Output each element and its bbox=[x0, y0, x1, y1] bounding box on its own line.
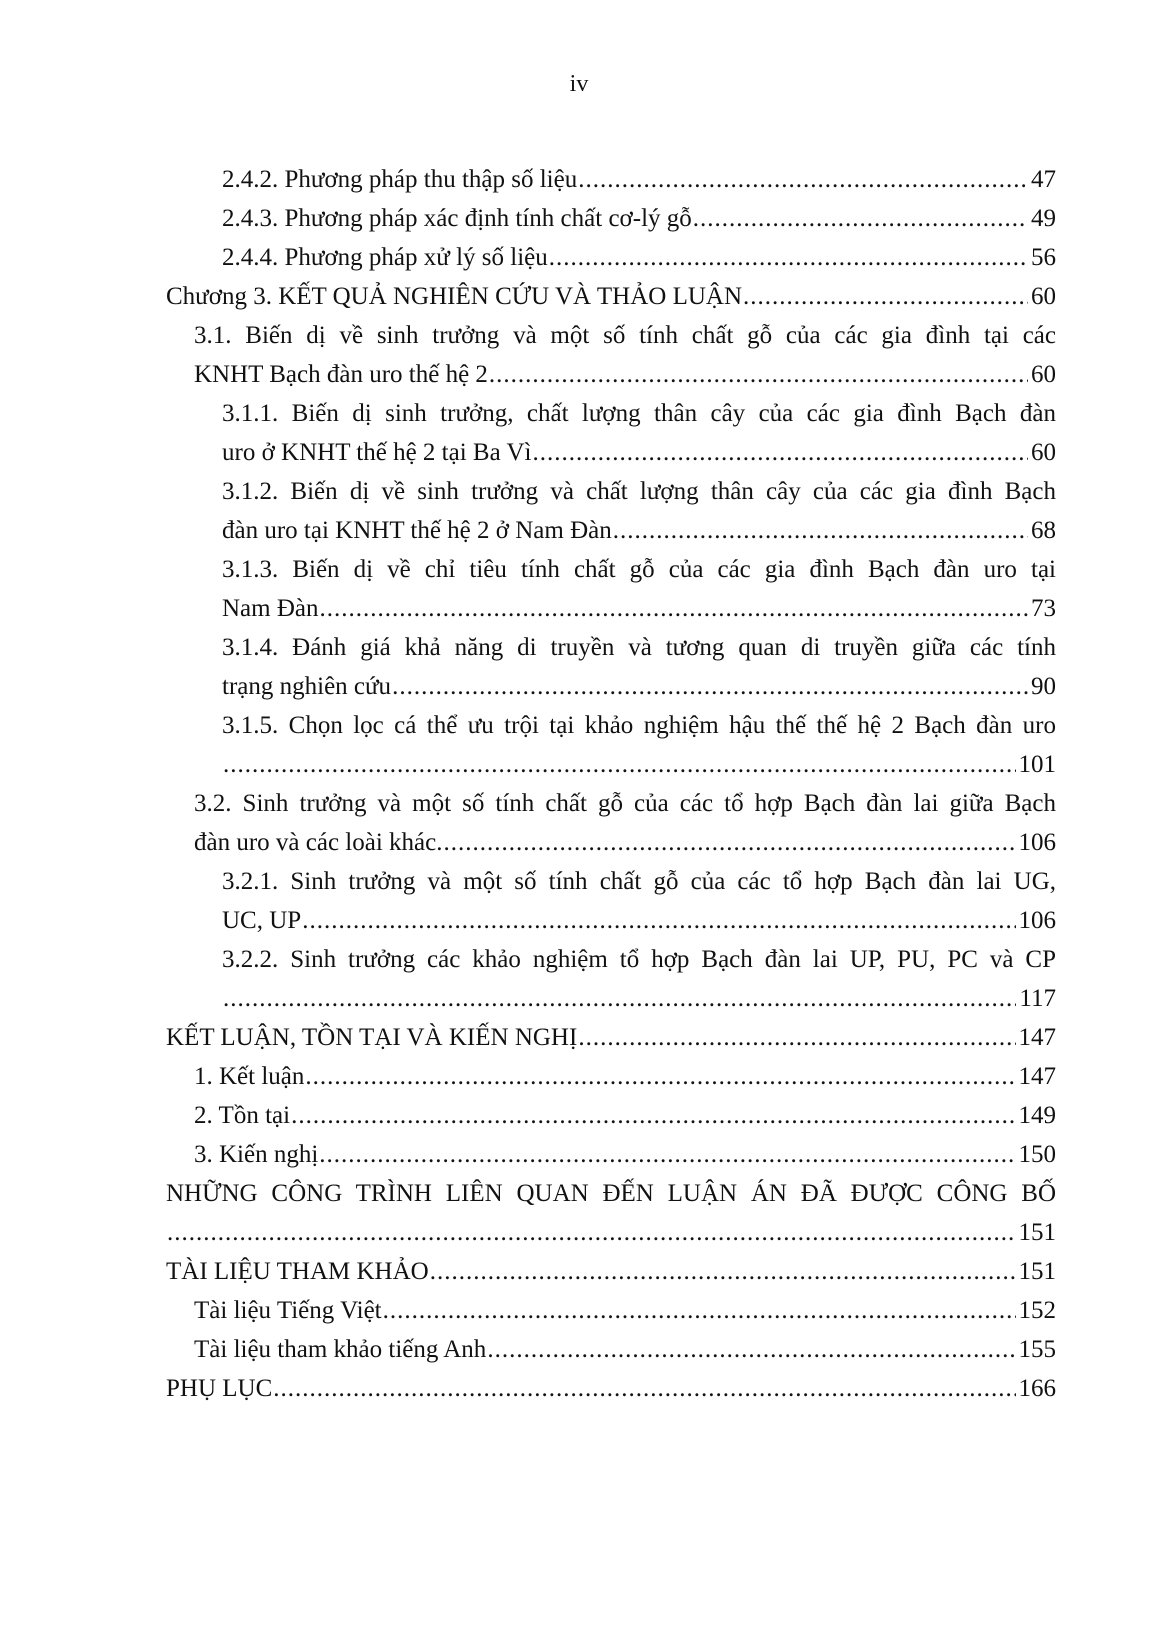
toc-entry-title-line1: 3.1.2. Biến dị về sinh trưởng và chất lượng thân cây của các gia đình Bạch bbox=[222, 478, 1056, 505]
toc-entry-title: 3. Kiến nghị bbox=[194, 1141, 319, 1168]
toc-entry-title-line1: 3.1.5. Chọn lọc cá thể ưu trội tại khảo nghiệm hậu thế thế hệ 2 Bạch đàn uro bbox=[222, 712, 1056, 739]
dot-leader bbox=[223, 745, 1016, 784]
dot-leader bbox=[273, 1369, 1015, 1408]
toc-page-number: 60 bbox=[1031, 439, 1056, 466]
toc-entry-3-1-3[interactable] bbox=[166, 550, 1056, 628]
dot-leader bbox=[693, 199, 1028, 238]
dot-leader bbox=[383, 1291, 1016, 1330]
toc-entry-title: Chương 3. KẾT QUẢ NGHIÊN CỨU VÀ THẢO LUẬN bbox=[166, 283, 743, 310]
toc-page-number: 73 bbox=[1031, 595, 1056, 622]
dot-leader bbox=[320, 589, 1029, 628]
toc-entry-title-line2: đàn uro và các loài khác. bbox=[194, 829, 443, 856]
toc-page-number: 60 bbox=[1031, 283, 1056, 310]
dot-leader bbox=[302, 901, 1015, 940]
toc-entry-kien-nghi[interactable] bbox=[166, 1135, 1056, 1174]
toc-entry-title-line2: đàn uro tại KNHT thế hệ 2 ở Nam Đàn bbox=[222, 517, 612, 544]
toc-entry-title: 1. Kết luận bbox=[194, 1063, 305, 1090]
toc-page-number: 147 bbox=[1018, 1063, 1056, 1090]
toc-entry-title: Tài liệu tham khảo tiếng Anh bbox=[194, 1336, 487, 1363]
toc-page-number: 150 bbox=[1018, 1141, 1056, 1168]
toc-entry-publications[interactable] bbox=[166, 1174, 1056, 1252]
toc-entry-3-1-2[interactable] bbox=[166, 472, 1056, 550]
toc-page-number: 101 bbox=[1018, 751, 1056, 778]
toc-entry-3-2-2[interactable] bbox=[166, 940, 1056, 1018]
toc-entry-title-line1: 3.1. Biến dị về sinh trưởng và một số tính chất gỗ của các gia đình tại các bbox=[194, 322, 1056, 349]
toc-entry-3-2[interactable] bbox=[166, 784, 1056, 862]
toc-entry-title-line1: 3.2.2. Sinh trưởng các khảo nghiệm tổ hợp Bạch đàn lai UP, PU, PC và CP bbox=[222, 946, 1056, 973]
toc-page-number: 49 bbox=[1031, 205, 1056, 232]
dot-leader bbox=[223, 979, 1016, 1018]
dot-leader bbox=[444, 823, 1016, 862]
toc-entry-title-line1: 3.2.1. Sinh trưởng và một số tính chất gỗ của các tổ hợp Bạch đàn lai UG, bbox=[222, 868, 1056, 895]
toc-page-number: 56 bbox=[1031, 244, 1056, 271]
toc-page-number: 147 bbox=[1018, 1024, 1056, 1051]
toc-entry-3-1-5[interactable] bbox=[166, 706, 1056, 784]
toc-entry-title: TÀI LIỆU THAM KHẢO bbox=[166, 1258, 429, 1285]
toc-entry-title-line2: KNHT Bạch đàn uro thế hệ 2 bbox=[194, 361, 488, 388]
toc-entry-title-line2: uro ở KNHT thế hệ 2 tại Ba Vì bbox=[222, 439, 532, 466]
toc-entry-3-1[interactable] bbox=[166, 316, 1056, 394]
toc-entry-title: PHỤ LỤC bbox=[166, 1375, 273, 1402]
toc-entry-2-4-2[interactable] bbox=[166, 160, 1056, 199]
toc-entry-title: Tài liệu Tiếng Việt bbox=[194, 1297, 382, 1324]
toc-page-number: 166 bbox=[1018, 1375, 1056, 1402]
dot-leader bbox=[392, 667, 1028, 706]
toc-entry-title-line2: Nam Đàn bbox=[222, 595, 319, 622]
toc-page-number: 155 bbox=[1018, 1336, 1056, 1363]
toc-page-number: 106 bbox=[1018, 907, 1056, 934]
toc-page-number: 47 bbox=[1031, 166, 1056, 193]
toc-entry-title-line1: NHỮNG CÔNG TRÌNH LIÊN QUAN ĐẾN LUẬN ÁN ĐÃ ĐƯỢC CÔNG BỐ bbox=[166, 1180, 1056, 1207]
toc-entry-title: 2. Tồn tại bbox=[194, 1102, 291, 1129]
dot-leader bbox=[167, 1213, 1016, 1252]
dot-leader bbox=[305, 1057, 1015, 1096]
toc-page-number: 151 bbox=[1018, 1219, 1056, 1246]
dot-leader bbox=[578, 160, 1028, 199]
dot-leader bbox=[487, 1330, 1015, 1369]
toc-page-number: 149 bbox=[1018, 1102, 1056, 1129]
toc-entry-ket-luan[interactable] bbox=[166, 1057, 1056, 1096]
toc-page-number: 117 bbox=[1019, 985, 1056, 1012]
dot-leader bbox=[578, 1018, 1015, 1057]
dot-leader bbox=[532, 433, 1028, 472]
toc-entry-references-english[interactable] bbox=[166, 1330, 1056, 1369]
dot-leader bbox=[613, 511, 1028, 550]
toc-entry-references-vietnamese[interactable] bbox=[166, 1291, 1056, 1330]
toc-entry-title: 2.4.2. Phương pháp thu thập số liệu bbox=[222, 166, 578, 193]
toc-entry-conclusions[interactable] bbox=[166, 1018, 1056, 1057]
dot-leader bbox=[549, 238, 1028, 277]
toc-entry-title-line1: 3.1.3. Biến dị về chỉ tiêu tính chất gỗ của các gia đình Bạch đàn uro tại bbox=[222, 556, 1056, 583]
toc-entry-title: 2.4.3. Phương pháp xác định tính chất cơ-lý gỗ bbox=[222, 205, 692, 232]
toc-entry-title-line1: 3.1.4. Đánh giá khả năng di truyền và tương quan di truyền giữa các tính bbox=[222, 634, 1056, 661]
toc-entry-title-line2: UC, UP bbox=[222, 907, 302, 934]
toc-entry-chapter-3[interactable] bbox=[166, 277, 1056, 316]
toc-entry-title-line1: 3.2. Sinh trưởng và một số tính chất gỗ của các tổ hợp Bạch đàn lai giữa Bạch bbox=[194, 790, 1056, 817]
toc-page-number: 152 bbox=[1018, 1297, 1056, 1324]
dot-leader bbox=[430, 1252, 1016, 1291]
toc-entry-appendix[interactable] bbox=[166, 1369, 1056, 1408]
toc-page-number: 151 bbox=[1018, 1258, 1056, 1285]
toc-entry-2-4-3[interactable] bbox=[166, 199, 1056, 238]
dot-leader bbox=[291, 1096, 1015, 1135]
toc-entry-3-1-1[interactable] bbox=[166, 394, 1056, 472]
toc-entry-title-line2: trạng nghiên cứu bbox=[222, 673, 392, 700]
toc-page-number: 90 bbox=[1031, 673, 1056, 700]
toc-entry-2-4-4[interactable] bbox=[166, 238, 1056, 277]
toc-entry-title-line1: 3.1.1. Biến dị sinh trưởng, chất lượng thân cây của các gia đình Bạch đàn bbox=[222, 400, 1056, 427]
toc-page-number: 68 bbox=[1031, 517, 1056, 544]
toc-page-number: 106 bbox=[1018, 829, 1056, 856]
dot-leader bbox=[489, 355, 1028, 394]
dot-leader bbox=[319, 1135, 1015, 1174]
toc-entry-title: KẾT LUẬN, TỒN TẠI VÀ KIẾN NGHỊ bbox=[166, 1024, 578, 1051]
toc-entry-references[interactable] bbox=[166, 1252, 1056, 1291]
toc-entry-title: 2.4.4. Phương pháp xử lý số liệu bbox=[222, 244, 548, 271]
dot-leader bbox=[743, 277, 1028, 316]
page-number: iv bbox=[569, 71, 589, 97]
toc-entry-3-1-4[interactable] bbox=[166, 628, 1056, 706]
toc-entry-ton-tai[interactable] bbox=[166, 1096, 1056, 1135]
toc-entry-3-2-1[interactable] bbox=[166, 862, 1056, 940]
toc-page-number: 60 bbox=[1031, 361, 1056, 388]
table-of-contents bbox=[166, 160, 1056, 1408]
